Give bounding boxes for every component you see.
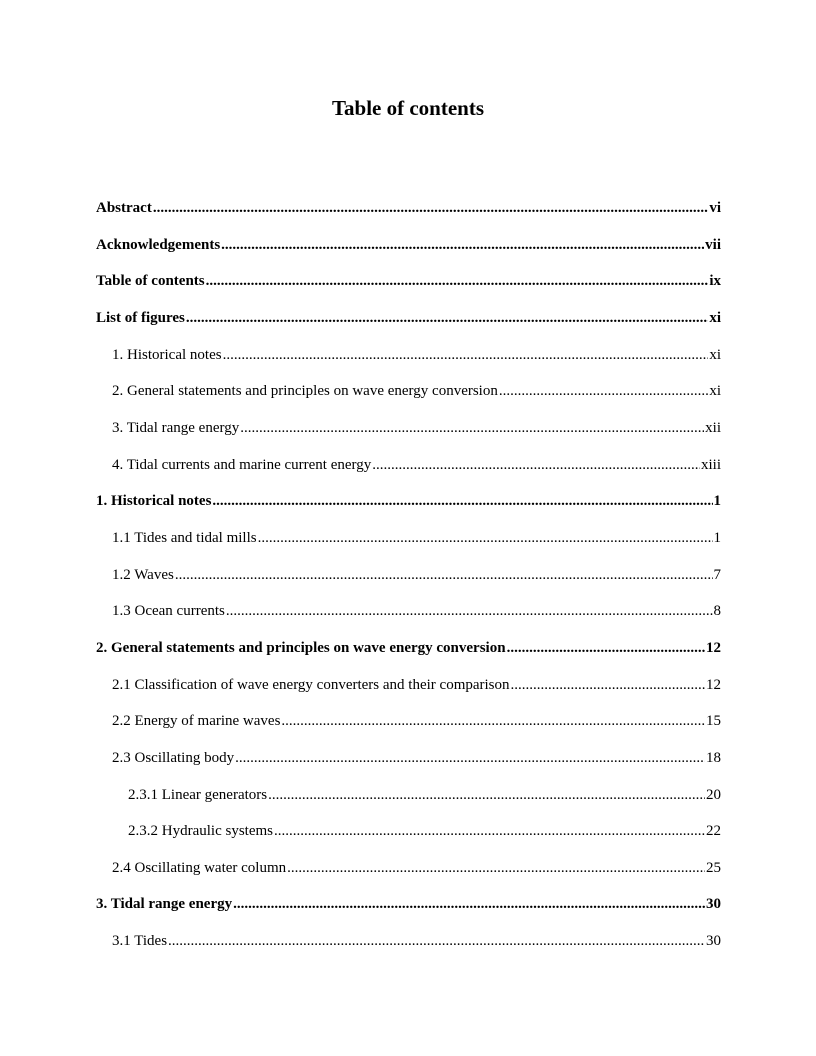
toc-entry-label: 2.3.2 Hydraulic systems	[128, 823, 273, 840]
toc-entry-section-2-3-1[interactable]	[96, 786, 721, 823]
toc-entry-label: 2.3.1 Linear generators	[128, 786, 268, 803]
toc-entry-label: 2.2 Energy of marine waves	[112, 713, 281, 730]
toc-entry-section-2-2[interactable]	[96, 712, 721, 749]
toc-entry-page: 7	[713, 566, 721, 583]
toc-leader-dots	[240, 419, 704, 437]
toc-leader-dots	[499, 382, 708, 400]
toc-leader-dots	[507, 639, 705, 657]
toc-leader-dots	[212, 492, 712, 510]
toc-leader-dots	[168, 932, 705, 950]
toc-leader-dots	[274, 822, 705, 840]
page-title: Table of contents	[331, 96, 485, 120]
toc-entry-label: Abstract	[96, 200, 152, 216]
toc-entry-label: Table of contents	[96, 273, 205, 290]
toc-entry-figures-tidal-currents[interactable]	[96, 456, 721, 493]
table-of-contents	[96, 199, 721, 969]
toc-entry-figures-wave-energy[interactable]	[96, 382, 721, 419]
toc-leader-dots	[233, 895, 705, 913]
toc-entry-page: 8	[713, 603, 721, 620]
toc-entry-label: 2.3 Oscillating body	[112, 749, 235, 766]
toc-entry-abstract[interactable]	[96, 199, 721, 236]
toc-entry-label: List of figures	[96, 309, 185, 326]
toc-entry-list-of-figures[interactable]	[96, 309, 721, 346]
toc-entry-section-2-3[interactable]	[96, 749, 721, 786]
toc-entry-page: 1	[713, 493, 721, 510]
toc-entry-page: 1	[713, 529, 721, 546]
toc-entry-label: 1. Historical notes	[112, 346, 222, 363]
toc-leader-dots	[235, 749, 705, 767]
toc-entry-page: vi	[709, 200, 721, 216]
toc-entry-page: vii	[705, 236, 721, 253]
toc-entry-page: ix	[709, 273, 721, 290]
toc-entry-page: 30	[706, 933, 721, 950]
toc-entry-page: xiii	[700, 456, 721, 473]
toc-leader-dots	[175, 566, 713, 584]
toc-entry-label: 1.2 Waves	[112, 566, 174, 583]
toc-entry-page: 20	[706, 786, 721, 803]
toc-entry-page: 30	[706, 896, 721, 913]
toc-entry-label: 3. Tidal range energy	[112, 419, 240, 436]
toc-entry-label: 3. Tidal range energy	[96, 896, 233, 913]
toc-leader-dots	[186, 309, 708, 327]
toc-entry-label: 4. Tidal currents and marine current energy	[112, 456, 372, 473]
toc-entry-page: xi	[709, 346, 721, 363]
toc-entry-page: 18	[706, 749, 721, 766]
toc-entry-page: xi	[709, 383, 721, 400]
toc-entry-chapter-3[interactable]	[96, 895, 721, 932]
toc-entry-label: 2. General statements and principles on wave energy conversion	[112, 383, 498, 400]
toc-entry-label: 2.4 Oscillating water column	[112, 859, 287, 876]
toc-entry-label: 1.3 Ocean currents	[112, 603, 225, 620]
toc-leader-dots	[223, 346, 709, 364]
toc-entry-section-3-1[interactable]	[96, 932, 721, 969]
toc-leader-dots	[287, 859, 705, 877]
toc-entry-section-2-1[interactable]	[96, 676, 721, 713]
toc-entry-section-2-4[interactable]	[96, 859, 721, 896]
toc-entry-table-of-contents[interactable]	[96, 272, 721, 309]
toc-entry-label: 2.1 Classification of wave energy converters and their comparison	[112, 676, 510, 693]
toc-entry-page: 25	[706, 859, 721, 876]
toc-entry-page: 12	[706, 676, 721, 693]
toc-entry-page: 15	[706, 713, 721, 730]
toc-entry-label: 1. Historical notes	[96, 493, 212, 510]
toc-entry-label: 3.1 Tides	[112, 933, 168, 950]
toc-leader-dots	[153, 199, 709, 217]
toc-entry-page: 22	[706, 823, 721, 840]
toc-entry-chapter-1[interactable]	[96, 492, 721, 529]
toc-entry-page: xi	[709, 309, 721, 326]
toc-entry-figures-historical-notes[interactable]	[96, 346, 721, 383]
toc-entry-page: 12	[706, 639, 721, 656]
toc-entry-acknowledgements[interactable]	[96, 236, 721, 273]
toc-entry-figures-tidal-range[interactable]	[96, 419, 721, 456]
toc-entry-section-1-3[interactable]	[96, 602, 721, 639]
toc-leader-dots	[206, 272, 709, 290]
toc-leader-dots	[221, 236, 704, 254]
toc-leader-dots	[226, 602, 713, 620]
toc-leader-dots	[281, 712, 705, 730]
toc-leader-dots	[258, 529, 713, 547]
toc-entry-label: Acknowledgements	[96, 236, 221, 253]
toc-leader-dots	[511, 676, 705, 694]
toc-entry-section-1-2[interactable]	[96, 566, 721, 603]
toc-entry-section-2-3-2[interactable]	[96, 822, 721, 859]
toc-entry-label: 1.1 Tides and tidal mills	[112, 529, 257, 546]
toc-entry-page: xii	[705, 419, 721, 436]
toc-entry-chapter-2[interactable]	[96, 639, 721, 676]
toc-leader-dots	[268, 786, 705, 804]
toc-entry-label: 2. General statements and principles on wave energy conversion	[96, 639, 506, 656]
toc-entry-section-1-1[interactable]	[96, 529, 721, 566]
toc-leader-dots	[372, 456, 700, 474]
